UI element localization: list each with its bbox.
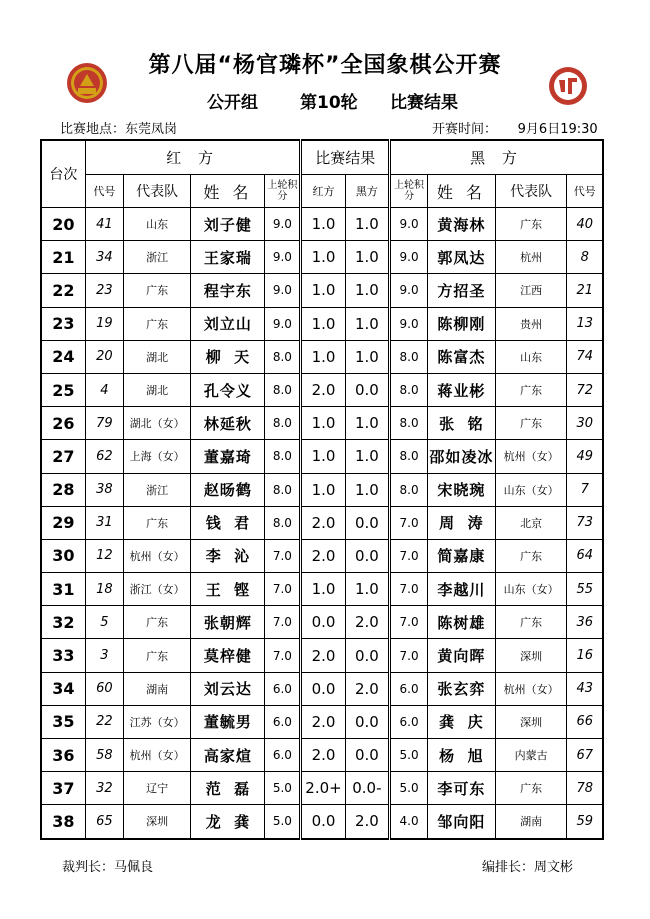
red-team: 杭州（女）	[123, 739, 191, 772]
black-result: 1.0	[345, 473, 389, 506]
black-result: 0.0	[345, 705, 389, 738]
board-number: 21	[41, 241, 85, 274]
black-player-name: 陈富杰	[428, 340, 496, 373]
red-team: 浙江	[123, 473, 191, 506]
results-table-wrap	[40, 139, 604, 840]
black-result: 2.0	[345, 606, 389, 639]
red-player-name: 张朝辉	[191, 606, 265, 639]
black-prev-points: 7.0	[390, 506, 428, 539]
black-result: 0.0	[345, 539, 389, 572]
red-result: 1.0	[301, 274, 345, 307]
red-code: 12	[85, 539, 123, 572]
black-code: 64	[567, 539, 603, 572]
black-team: 杭州	[495, 241, 567, 274]
board-number: 34	[41, 672, 85, 705]
black-code: 74	[567, 340, 603, 373]
black-prev-points: 5.0	[390, 739, 428, 772]
red-team: 浙江（女）	[123, 573, 191, 606]
red-player-name: 龙 龚	[191, 805, 265, 839]
red-code: 79	[85, 407, 123, 440]
board-number: 26	[41, 407, 85, 440]
name-header: 姓 名	[428, 175, 496, 208]
black-result: 1.0	[345, 208, 389, 241]
red-prev-points: 5.0	[265, 772, 301, 805]
red-player-name: 柳 天	[191, 340, 265, 373]
black-result: 0.0	[345, 373, 389, 406]
table-row	[41, 208, 603, 241]
black-code: 72	[567, 373, 603, 406]
red-team: 浙江	[123, 241, 191, 274]
black-result: 0.0	[345, 739, 389, 772]
red-result: 1.0	[301, 407, 345, 440]
red-prev-points: 7.0	[265, 639, 301, 672]
red-team: 湖北	[123, 373, 191, 406]
black-player-name: 张玄弈	[428, 672, 496, 705]
red-prev-points: 6.0	[265, 672, 301, 705]
red-team: 广东	[123, 307, 191, 340]
round-label: 第10轮	[300, 93, 358, 113]
page-title: 第八届“杨官璘杯”全国象棋公开赛	[148, 53, 502, 78]
red-prev-points: 6.0	[265, 705, 301, 738]
black-result: 2.0	[345, 805, 389, 839]
black-prev-points: 9.0	[390, 274, 428, 307]
black-player-name: 周 涛	[428, 506, 496, 539]
black-result: 0.0	[345, 639, 389, 672]
black-player-name: 李越川	[428, 573, 496, 606]
black-player-name: 黄向晖	[428, 639, 496, 672]
black-code: 16	[567, 639, 603, 672]
red-result: 1.0	[301, 241, 345, 274]
black-player-name: 陈树雄	[428, 606, 496, 639]
black-team: 山东（女）	[495, 573, 567, 606]
black-prev-points: 9.0	[390, 241, 428, 274]
black-team: 杭州（女）	[495, 440, 567, 473]
red-prev-points: 9.0	[265, 241, 301, 274]
black-player-name: 宋晓琬	[428, 473, 496, 506]
black-team: 广东	[495, 772, 567, 805]
board-number: 35	[41, 705, 85, 738]
red-code: 60	[85, 672, 123, 705]
board-number: 37	[41, 772, 85, 805]
red-result: 0.0	[301, 606, 345, 639]
team-header: 代表队	[123, 175, 191, 208]
red-player-name: 高家煊	[191, 739, 265, 772]
board-number: 29	[41, 506, 85, 539]
black-prev-points: 7.0	[390, 606, 428, 639]
name-header: 姓 名	[191, 175, 265, 208]
red-result: 2.0	[301, 705, 345, 738]
red-team: 深圳	[123, 805, 191, 839]
black-prev-points: 6.0	[390, 705, 428, 738]
red-team: 山东	[123, 208, 191, 241]
black-player-name: 龚 庆	[428, 705, 496, 738]
black-prev-points: 8.0	[390, 373, 428, 406]
red-team: 广东	[123, 606, 191, 639]
code-header: 代号	[567, 175, 603, 208]
black-result: 0.0-	[345, 772, 389, 805]
black-result: 1.0	[345, 274, 389, 307]
black-player-name: 简嘉康	[428, 539, 496, 572]
prev-points-header: 上轮积分	[265, 175, 301, 208]
table-row	[41, 407, 603, 440]
board-number: 36	[41, 739, 85, 772]
red-code: 22	[85, 705, 123, 738]
red-code: 5	[85, 606, 123, 639]
red-result: 1.0	[301, 208, 345, 241]
black-team: 湖南	[495, 805, 567, 839]
red-player-name: 范 磊	[191, 772, 265, 805]
red-player-name: 董毓男	[191, 705, 265, 738]
table-row	[41, 772, 603, 805]
black-result: 0.0	[345, 506, 389, 539]
black-code: 21	[567, 274, 603, 307]
black-code: 78	[567, 772, 603, 805]
group-label: 公开组	[207, 93, 258, 113]
board-header: 台次	[41, 140, 85, 208]
black-code: 66	[567, 705, 603, 738]
red-result-header: 红方	[301, 175, 345, 208]
black-player-name: 邵如凌冰	[428, 440, 496, 473]
black-player-name: 蒋业彬	[428, 373, 496, 406]
table-row	[41, 606, 603, 639]
red-prev-points: 7.0	[265, 573, 301, 606]
board-number: 32	[41, 606, 85, 639]
black-result: 1.0	[345, 307, 389, 340]
table-row	[41, 539, 603, 572]
black-code: 13	[567, 307, 603, 340]
black-prev-points: 9.0	[390, 307, 428, 340]
black-player-name: 方招圣	[428, 274, 496, 307]
red-team: 辽宁	[123, 772, 191, 805]
black-code: 36	[567, 606, 603, 639]
black-prev-points: 7.0	[390, 539, 428, 572]
table-row	[41, 307, 603, 340]
red-result: 1.0	[301, 440, 345, 473]
black-team: 内蒙古	[495, 739, 567, 772]
table-row	[41, 440, 603, 473]
red-prev-points: 8.0	[265, 473, 301, 506]
black-code: 67	[567, 739, 603, 772]
red-player-name: 赵旸鹤	[191, 473, 265, 506]
red-code: 34	[85, 241, 123, 274]
black-side-header: 黑 方	[390, 140, 603, 175]
black-code: 49	[567, 440, 603, 473]
red-prev-points: 7.0	[265, 539, 301, 572]
red-prev-points: 5.0	[265, 805, 301, 839]
black-team: 北京	[495, 506, 567, 539]
table-row	[41, 274, 603, 307]
red-result: 1.0	[301, 573, 345, 606]
black-player-name: 郭凤达	[428, 241, 496, 274]
black-team: 山东	[495, 340, 567, 373]
black-code: 73	[567, 506, 603, 539]
black-result: 1.0	[345, 340, 389, 373]
red-player-name: 董嘉琦	[191, 440, 265, 473]
red-result: 1.0	[301, 473, 345, 506]
red-code: 32	[85, 772, 123, 805]
red-result: 0.0	[301, 672, 345, 705]
table-row	[41, 672, 603, 705]
black-result: 2.0	[345, 672, 389, 705]
red-result: 2.0	[301, 639, 345, 672]
red-code: 4	[85, 373, 123, 406]
black-team: 贵州	[495, 307, 567, 340]
board-number: 27	[41, 440, 85, 473]
table-row	[41, 241, 603, 274]
red-player-name: 程宇东	[191, 274, 265, 307]
black-result: 1.0	[345, 573, 389, 606]
black-result: 1.0	[345, 241, 389, 274]
red-team: 广东	[123, 274, 191, 307]
red-code: 31	[85, 506, 123, 539]
black-prev-points: 5.0	[390, 772, 428, 805]
red-team: 广东	[123, 639, 191, 672]
black-prev-points: 7.0	[390, 573, 428, 606]
referee-label: 裁判长：马佩良	[62, 860, 154, 875]
black-prev-points: 8.0	[390, 340, 428, 373]
red-prev-points: 6.0	[265, 739, 301, 772]
red-result: 1.0	[301, 340, 345, 373]
red-prev-points: 8.0	[265, 440, 301, 473]
red-code: 62	[85, 440, 123, 473]
black-team: 深圳	[495, 639, 567, 672]
red-code: 41	[85, 208, 123, 241]
red-player-name: 刘立山	[191, 307, 265, 340]
red-prev-points: 7.0	[265, 606, 301, 639]
board-number: 31	[41, 573, 85, 606]
red-code: 65	[85, 805, 123, 839]
black-prev-points: 6.0	[390, 672, 428, 705]
board-number: 25	[41, 373, 85, 406]
code-header: 代号	[85, 175, 123, 208]
black-team: 广东	[495, 407, 567, 440]
black-player-name: 陈柳刚	[428, 307, 496, 340]
start-time-info: 开赛时间： 9月6日19:30	[432, 122, 598, 137]
red-result: 2.0	[301, 739, 345, 772]
venue-info: 比赛地点：东莞凤岗	[60, 122, 178, 137]
black-result-header: 黑方	[345, 175, 389, 208]
board-number: 28	[41, 473, 85, 506]
table-row	[41, 373, 603, 406]
black-prev-points: 9.0	[390, 208, 428, 241]
red-result: 0.0	[301, 805, 345, 839]
red-result: 2.0	[301, 373, 345, 406]
results-table	[40, 139, 604, 840]
red-result: 2.0	[301, 539, 345, 572]
black-result: 1.0	[345, 440, 389, 473]
black-code: 30	[567, 407, 603, 440]
red-player-name: 林延秋	[191, 407, 265, 440]
table-row	[41, 639, 603, 672]
red-team: 江苏（女）	[123, 705, 191, 738]
red-result: 1.0	[301, 307, 345, 340]
table-row	[41, 705, 603, 738]
table-row	[41, 473, 603, 506]
result-header: 比赛结果	[301, 140, 390, 175]
red-player-name: 王家瑞	[191, 241, 265, 274]
black-prev-points: 8.0	[390, 407, 428, 440]
table-row	[41, 573, 603, 606]
black-team: 山东（女）	[495, 473, 567, 506]
subtitle	[0, 88, 650, 114]
board-number: 38	[41, 805, 85, 839]
board-number: 22	[41, 274, 85, 307]
prev-points-header: 上轮积分	[390, 175, 428, 208]
red-team: 湖南	[123, 672, 191, 705]
black-code: 55	[567, 573, 603, 606]
red-player-name: 刘子健	[191, 208, 265, 241]
red-team: 广东	[123, 506, 191, 539]
black-team: 广东	[495, 208, 567, 241]
red-team: 杭州（女）	[123, 539, 191, 572]
black-prev-points: 8.0	[390, 473, 428, 506]
team-header: 代表队	[495, 175, 567, 208]
table-row	[41, 506, 603, 539]
black-team: 江西	[495, 274, 567, 307]
black-team: 广东	[495, 373, 567, 406]
red-code: 38	[85, 473, 123, 506]
red-player-name: 李 沁	[191, 539, 265, 572]
board-number: 23	[41, 307, 85, 340]
red-team: 上海（女）	[123, 440, 191, 473]
red-team: 湖北（女）	[123, 407, 191, 440]
board-number: 33	[41, 639, 85, 672]
black-player-name: 邹向阳	[428, 805, 496, 839]
black-prev-points: 7.0	[390, 639, 428, 672]
red-code: 20	[85, 340, 123, 373]
red-prev-points: 9.0	[265, 208, 301, 241]
black-player-name: 黄海林	[428, 208, 496, 241]
black-result: 1.0	[345, 407, 389, 440]
table-row	[41, 805, 603, 839]
red-prev-points: 9.0	[265, 274, 301, 307]
red-player-name: 钱 君	[191, 506, 265, 539]
result-label: 比赛结果	[390, 93, 458, 113]
black-code: 43	[567, 672, 603, 705]
board-number: 20	[41, 208, 85, 241]
red-result: 2.0+	[301, 772, 345, 805]
red-code: 3	[85, 639, 123, 672]
red-code: 58	[85, 739, 123, 772]
red-code: 23	[85, 274, 123, 307]
red-code: 18	[85, 573, 123, 606]
red-player-name: 莫梓健	[191, 639, 265, 672]
red-player-name: 王 铿	[191, 573, 265, 606]
results-body	[41, 208, 603, 839]
red-player-name: 刘云达	[191, 672, 265, 705]
black-code: 59	[567, 805, 603, 839]
arranger-label: 编排长：周文彬	[482, 860, 574, 875]
black-player-name: 杨 旭	[428, 739, 496, 772]
red-prev-points: 8.0	[265, 340, 301, 373]
red-player-name: 孔令义	[191, 373, 265, 406]
black-team: 深圳	[495, 705, 567, 738]
red-result: 2.0	[301, 506, 345, 539]
black-team: 杭州（女）	[495, 672, 567, 705]
red-side-header: 红 方	[85, 140, 300, 175]
black-player-name: 李可东	[428, 772, 496, 805]
black-prev-points: 4.0	[390, 805, 428, 839]
black-code: 8	[567, 241, 603, 274]
black-team: 广东	[495, 539, 567, 572]
red-prev-points: 8.0	[265, 506, 301, 539]
board-number: 30	[41, 539, 85, 572]
black-player-name: 张 铭	[428, 407, 496, 440]
red-prev-points: 9.0	[265, 307, 301, 340]
black-team: 广东	[495, 606, 567, 639]
red-team: 湖北	[123, 340, 191, 373]
black-code: 40	[567, 208, 603, 241]
red-code: 19	[85, 307, 123, 340]
red-prev-points: 8.0	[265, 407, 301, 440]
black-prev-points: 8.0	[390, 440, 428, 473]
table-row	[41, 340, 603, 373]
board-number: 24	[41, 340, 85, 373]
red-prev-points: 8.0	[265, 373, 301, 406]
black-code: 7	[567, 473, 603, 506]
table-row	[41, 739, 603, 772]
